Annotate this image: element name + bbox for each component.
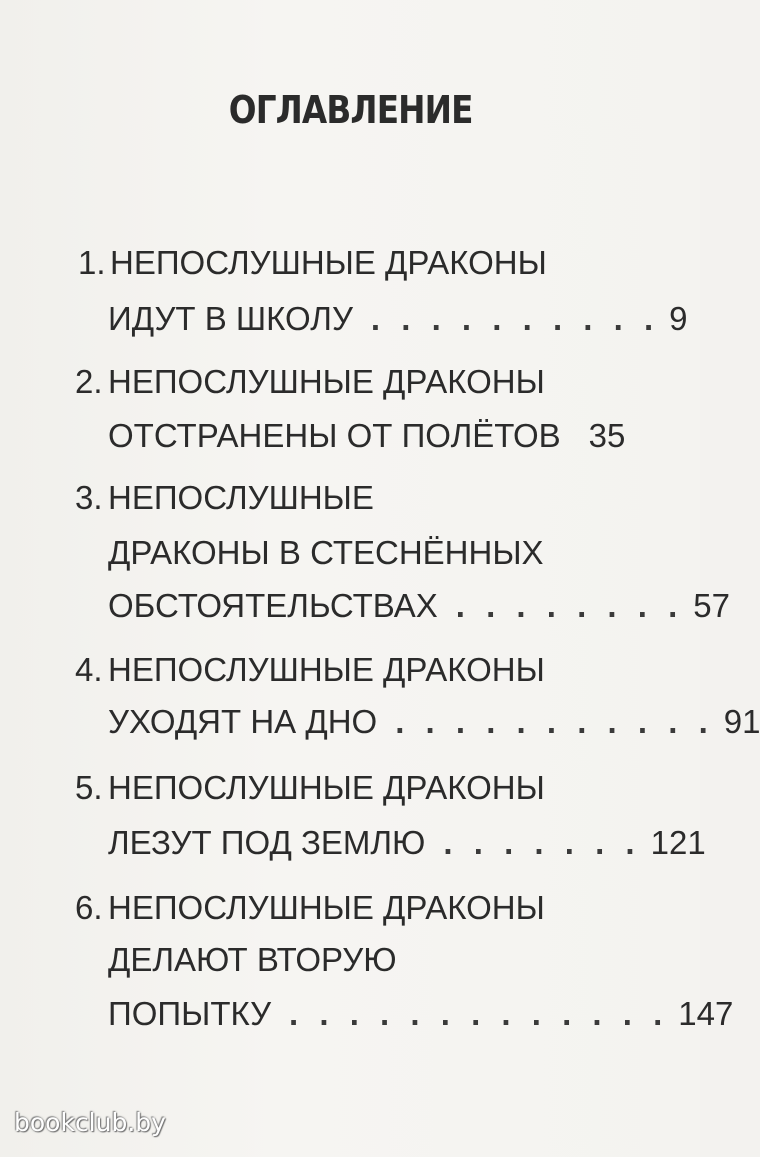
toc-entry-last-line xyxy=(108,416,625,456)
toc-entry-title-line: ПОПЫТКУ xyxy=(108,995,272,1032)
toc-entry-title-line: ОБСТОЯТЕЛЬСТВАХ xyxy=(108,587,438,624)
toc-entry-title-line: ДЕЛАЮТ ВТОРУЮ xyxy=(108,941,397,978)
toc-entry-last-line xyxy=(108,702,760,742)
page-title: ОГЛАВЛЕНИЕ xyxy=(228,88,473,132)
toc-entry-number: 2. xyxy=(75,363,103,400)
toc-entry-number: 4. xyxy=(75,651,103,688)
toc-page-number: 57 xyxy=(693,587,730,624)
toc-leader-dots: . . . . . . . . . . . xyxy=(395,703,714,740)
toc-entry-title-line: ДРАКОНЫ В СТЕСНЁННЫХ xyxy=(108,534,544,571)
toc-entry-title-line: ИДУТ В ШКОЛУ xyxy=(108,300,353,337)
toc-leader-dots: . . . . . . . . xyxy=(455,587,684,624)
toc-entry-title-line: НЕПОСЛУШНЫЕ ДРАКОНЫ xyxy=(110,244,547,281)
toc-entry-title-line: НЕПОСЛУШНЫЕ ДРАКОНЫ xyxy=(108,651,545,688)
toc-page-number: 91 xyxy=(723,703,760,740)
toc-entry-title-line: НЕПОСЛУШНЫЕ ДРАКОНЫ xyxy=(108,889,545,926)
toc-page-number: 121 xyxy=(650,824,706,861)
toc-page-number: 147 xyxy=(678,995,734,1032)
toc-entry-number: 1. xyxy=(78,244,106,281)
toc-entry-title-line: ОТСТРАНЕНЫ ОТ ПОЛЁТОВ xyxy=(108,417,561,454)
watermark-logo: bookclub.by xyxy=(14,1108,166,1137)
toc-leader-dots: . . . . . . . . . . . . . xyxy=(289,995,669,1032)
toc-leader-dots: . . . . . . . xyxy=(443,824,641,861)
toc-entry-title-line: ЛЕЗУТ ПОД ЗЕМЛЮ xyxy=(108,824,426,861)
toc-entry-number: 6. xyxy=(75,889,103,926)
toc-entry-number: 5. xyxy=(75,769,103,806)
toc-entry-title-line: НЕПОСЛУШНЫЕ xyxy=(108,479,374,516)
toc-entry-last-line xyxy=(108,823,706,863)
toc-entry-last-line xyxy=(108,299,688,339)
toc-entry-title-line: НЕПОСЛУШНЫЕ ДРАКОНЫ xyxy=(108,363,545,400)
toc-entry-number: 3. xyxy=(75,479,103,516)
toc-leader-dots: . . . . . . . . . . xyxy=(370,300,660,337)
toc-entry-title-line: УХОДЯТ НА ДНО xyxy=(108,703,378,740)
toc-page-number: 35 xyxy=(588,417,626,454)
toc-entry-last-line xyxy=(108,586,730,626)
toc-entry-last-line xyxy=(108,994,734,1034)
toc-entry-title-line: НЕПОСЛУШНЫЕ ДРАКОНЫ xyxy=(108,769,545,806)
toc-page-number: 9 xyxy=(669,300,688,337)
